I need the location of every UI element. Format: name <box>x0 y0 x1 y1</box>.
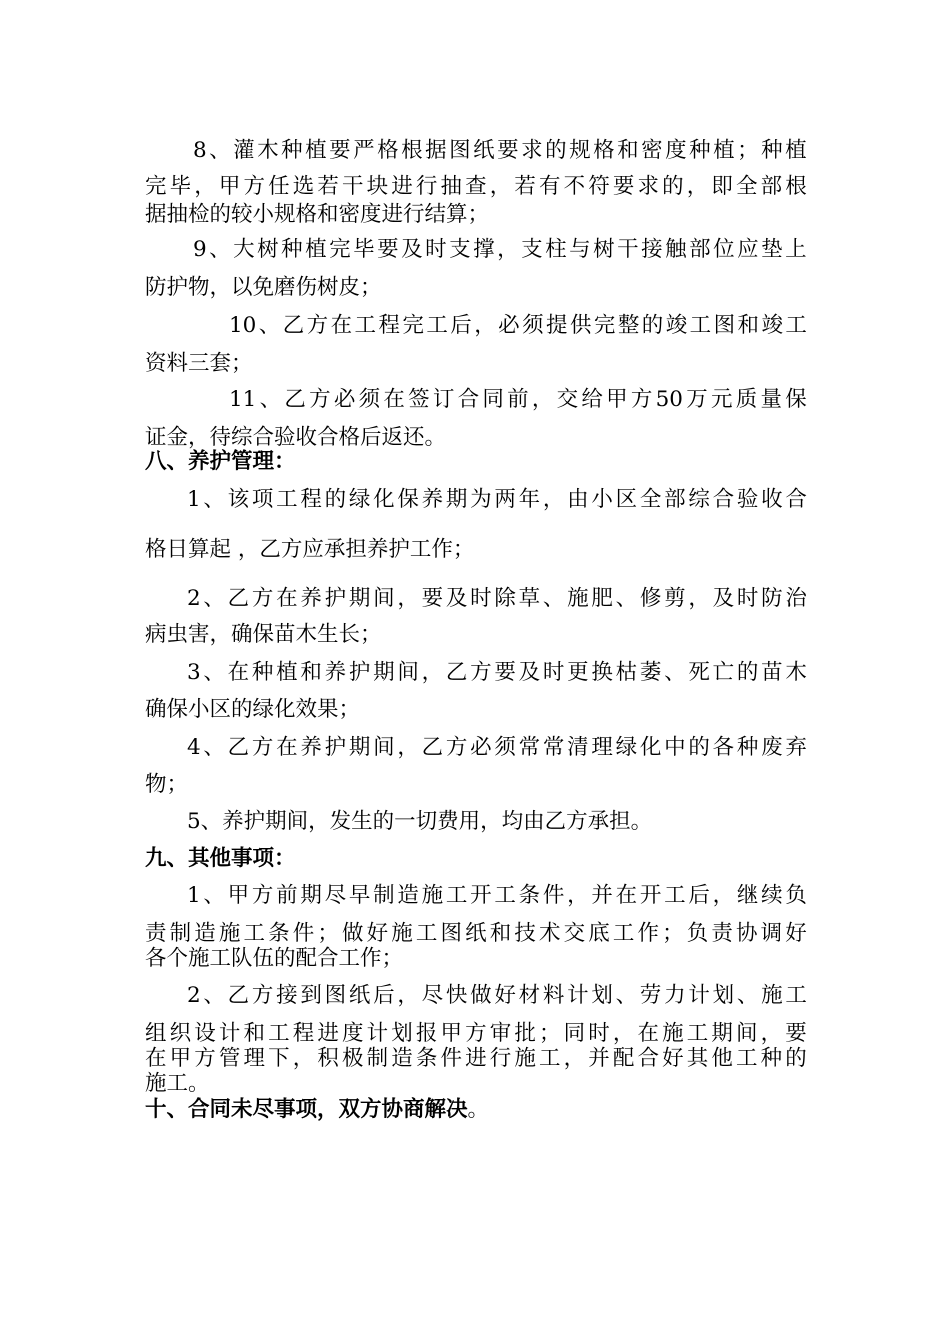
line-text: 确保小区的绿化效果； <box>145 697 361 722</box>
paragraph-line: 4 、 乙 方 在 养 护 期 间 ， 乙 方 必 须 常 常 清 理 绿 化 中 的 各 种 废 弃 <box>187 735 807 760</box>
line-text: 资料三套； <box>145 351 253 376</box>
section-heading <box>145 1097 489 1123</box>
paragraph-line: 1 、 该 项 工 程 的 绿 化 保 养 期 为 两 年 ， 由 小 区 全 部 综 合 验 收 合 <box>187 487 807 512</box>
line-text: 十、合同未尽事项，双方协商解决 <box>145 1097 468 1122</box>
line-text: 九、其他事项： <box>145 846 296 871</box>
paragraph-line: 组 织 设 计 和 工 程 进 度 计 划 报 甲 方 审 批 ； 同 时 ， 在 施 工 期 间 ， 要 <box>145 1021 807 1046</box>
section-heading <box>145 846 296 872</box>
paragraph-line: 完 毕 ， 甲 方 任 选 若 干 块 进 行 抽 查 ， 若 有 不 符 要 求 的 ， 即 全 部 根 <box>145 174 807 199</box>
paragraph-line <box>145 772 188 798</box>
line-text: 据抽检的较小规格和密度进行结算； <box>145 202 490 227</box>
paragraph-line <box>145 697 360 723</box>
paragraph-line: 2 、 乙 方 接 到 图 纸 后 ， 尽 快 做 好 材 料 计 划 、 劳 力 计 划 、 施 工 <box>187 983 807 1008</box>
line-text: 5、养护期间，发生的一切费用，均由乙方承担。 <box>187 809 653 834</box>
paragraph-line <box>145 1071 210 1097</box>
section-heading <box>145 449 296 475</box>
paragraph-line: 10 、 乙 方 在 工 程 完 工 后 ， 必 须 提 供 完 整 的 竣 工 图 和 竣 工 <box>229 313 807 338</box>
paragraph-line <box>145 351 253 377</box>
line-text: 各个施工队伍的配合工作； <box>145 946 404 971</box>
paragraph-line: 9 、 大 树 种 植 完 毕 要 及 时 支 撑 ， 支 柱 与 树 干 接 触 部 位 应 垫 上 <box>193 237 807 262</box>
paragraph-line <box>145 202 489 228</box>
line-text: 格日算起 ，乙方应承担养护工作； <box>145 537 475 562</box>
line-text: 病虫害，确保苗木生长； <box>145 622 382 647</box>
line-suffix: 。 <box>467 1097 490 1122</box>
line-text: 八、养护管理： <box>145 449 296 474</box>
paragraph-line <box>145 425 446 451</box>
line-text: 施工。 <box>145 1071 210 1096</box>
paragraph-line <box>145 537 474 563</box>
paragraph-line: 3 、 在 种 植 和 养 护 期 间 ， 乙 方 要 及 时 更 换 枯 萎 、 死 亡 的 苗 木 <box>187 660 807 685</box>
paragraph-line: 1 、 甲 方 前 期 尽 早 制 造 施 工 开 工 条 件 ， 并 在 开 工 后 ， 继 续 负 <box>187 883 807 908</box>
line-text: 物； <box>145 772 189 797</box>
paragraph-line: 责 制 造 施 工 条 件 ； 做 好 施 工 图 纸 和 技 术 交 底 工 作 ； 负 责 协 调 好 <box>145 921 807 946</box>
paragraph-line: 8 、 灌 木 种 植 要 严 格 根 据 图 纸 要 求 的 规 格 和 密 度 种 植 ； 种 植 <box>193 138 807 163</box>
paragraph-line <box>187 809 652 835</box>
paragraph-line: 在 甲 方 管 理 下 ， 积 极 制 造 条 件 进 行 施 工 ， 并 配 合 好 其 他 工 种 的 <box>145 1046 807 1071</box>
line-text: 防护物，以免磨伤树皮； <box>145 275 382 300</box>
paragraph-line <box>145 275 382 301</box>
paragraph-line: 2 、 乙 方 在 养 护 期 间 ， 要 及 时 除 草 、 施 肥 、 修 剪 ， 及 时 防 治 <box>187 586 807 611</box>
paragraph-line: 11 、 乙 方 必 须 在 签 订 合 同 前 ， 交 给 甲 方 50 万 元 质 量 保 <box>229 387 807 412</box>
paragraph-line <box>145 946 403 972</box>
paragraph-line <box>145 622 382 648</box>
line-text: 证金，待综合验收合格后返还。 <box>145 425 447 450</box>
